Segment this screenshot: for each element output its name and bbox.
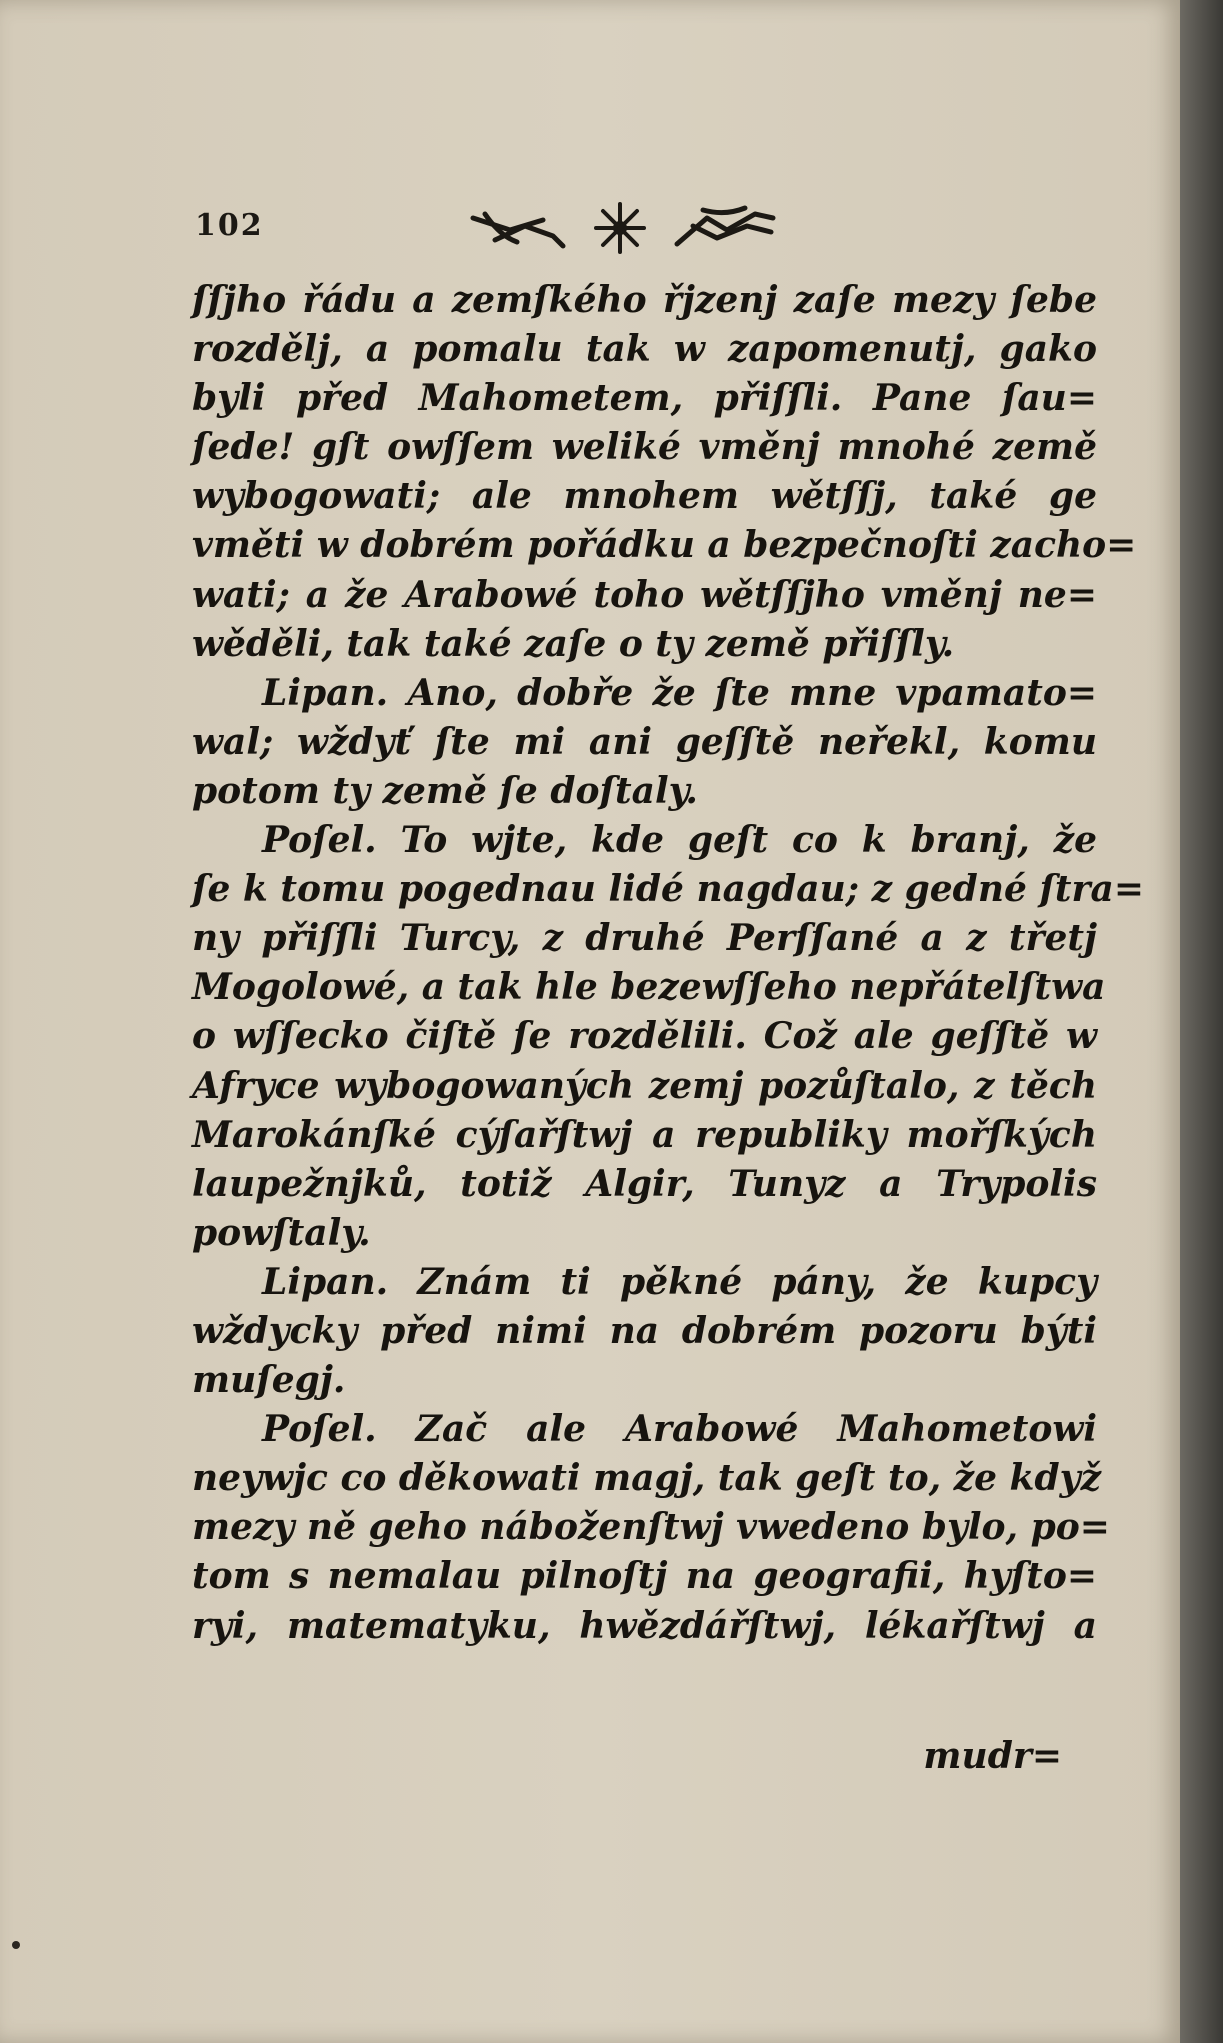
text-line: mezy ně geho náboženſtwj vwedeno bylo, po= (192, 1506, 1110, 1549)
text-line: ſſjho řádu a zemſkého řjzenj zaſe mezy ſebe (192, 279, 1097, 321)
text-line: Lipan. Ano, dobře že ſte mne vpamato= (262, 671, 1097, 714)
ink-speck (12, 1941, 20, 1949)
text-line: Poſel. To wjte, kde geſt co k branj, že (262, 819, 1097, 862)
text-line: vměti w dobrém pořádku a bezpečnoſti zacho= (192, 524, 1137, 567)
text-line: Lipan. Znám ti pěkné pány, že kupcy (262, 1260, 1097, 1303)
text-line: Afryce wybogowaných zemj pozůſtalo, z těch (192, 1064, 1097, 1107)
text-line: Marokánſké cýſařſtwj a republiky mořſkých (192, 1113, 1097, 1156)
text-line: rozdělj, a pomalu tak w zapomenutj, gako (192, 328, 1097, 371)
text-line: ny přiſſli Turcy, z druhé Perſſané a z třetj (192, 917, 1097, 960)
text-line: wybogowati; ale mnohem wětſſj, také ge (192, 475, 1097, 518)
text-line: muſegj. (192, 1359, 346, 1402)
page-number: 102 (195, 208, 264, 243)
text-line: wati; a že Arabowé toho wětſſjho vměnj ne= (192, 573, 1097, 616)
text-line: powſtaly. (192, 1211, 371, 1254)
text-line: potom ty země ſe doſtaly. (192, 769, 698, 812)
text-line: neywjc co děkowati magj, tak geſt to, že když (192, 1457, 1102, 1500)
text-line: byli před Mahometem, přiſſli. Pane ſau= (192, 377, 1097, 420)
text-line: o wſſecko čiſtě ſe rozdělili. Což ale geſſtě w (192, 1015, 1097, 1058)
page-edge (1180, 0, 1223, 2043)
text-line: tom s nemalau pilnoſtj na geografii, hyſto= (192, 1555, 1097, 1598)
text-line: ſede! gſt owſſem weliké vměnj mnohé země (192, 426, 1097, 469)
catchword: mudr= (923, 1735, 1062, 1777)
text-line: wal; wždyť ſte mi ani geſſtě neřekl, komu (192, 720, 1097, 763)
page-header (195, 196, 795, 256)
text-line: laupežnjků, totiž Algir, Tunyz a Trypolis (192, 1162, 1097, 1205)
text-line: wěděli, tak také zaſe o ty země přiſſly. (192, 622, 955, 665)
page-text (192, 276, 1145, 1651)
text-line: ſe k tomu pogednau lidé nagdau; z gedné ſtra= (192, 868, 1145, 911)
text-line: Poſel. Zač ale Arabowé Mahometowi (262, 1408, 1097, 1451)
text-line: Mogolowé, a tak hle bezewſſeho nepřátelſtwa (192, 966, 1106, 1009)
text-line: ryi, matematyku, hwězdářſtwj, lékařſtwj a (192, 1604, 1097, 1647)
text-line: wždycky před nimi na dobrém pozoru býti (192, 1309, 1097, 1352)
flower-ornament-icon (455, 196, 785, 256)
